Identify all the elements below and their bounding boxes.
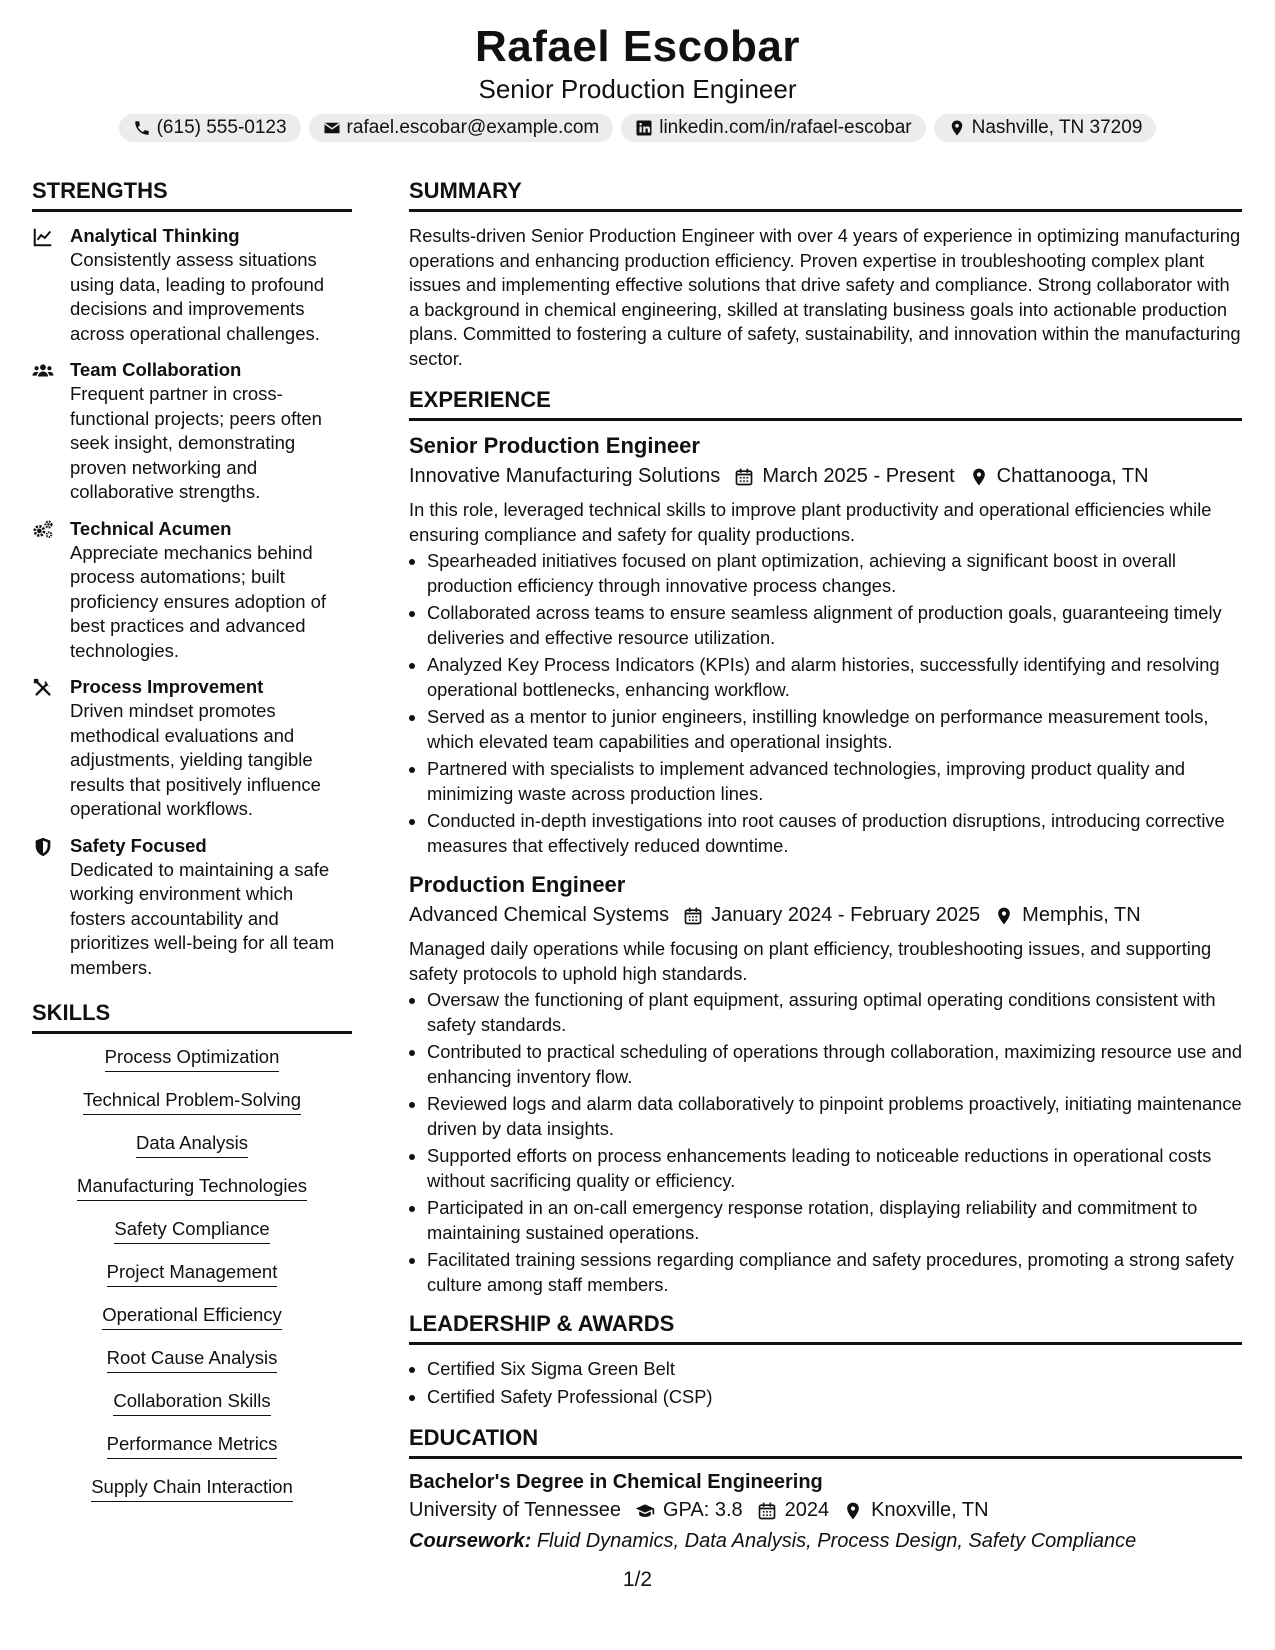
experience-heading: EXPERIENCE bbox=[409, 387, 1242, 421]
calendar-icon bbox=[683, 906, 703, 926]
strength-name: Technical Acumen bbox=[70, 517, 232, 539]
phone-text: (615) 555-0123 bbox=[156, 117, 287, 138]
job-bullet: • Served as a mentor to junior engineers, instilling knowledge on performance measurement tools, which elevated team capabilities and operational insights. bbox=[427, 705, 1242, 754]
job-entry bbox=[409, 433, 1242, 858]
email-chip[interactable] bbox=[309, 114, 614, 142]
strength-desc: Appreciate mechanics behind process automations; built proficiency ensures adoption of best practices and advanced technologies. bbox=[70, 541, 327, 661]
map-pin-icon bbox=[969, 467, 989, 487]
strength-item bbox=[32, 224, 352, 346]
candidate-name: Rafael Escobar bbox=[475, 22, 800, 71]
left-column bbox=[32, 178, 352, 1519]
job-bullet: • Reviewed logs and alarm data collaboratively to pinpoint problems proactively, initiating maintenance driven by data insights. bbox=[427, 1092, 1242, 1141]
phone-chip[interactable] bbox=[119, 114, 301, 142]
education-school: University of Tennessee bbox=[409, 1499, 621, 1521]
job-bullet: • Oversaw the functioning of plant equipment, assuring optimal operating conditions consistent with safety standards. bbox=[427, 988, 1242, 1037]
job-bullet: • Spearheaded initiatives focused on plant optimization, achieving a significant boost in overall production efficiency through innovative process changes. bbox=[427, 549, 1242, 598]
linkedin-icon bbox=[635, 119, 653, 137]
gears-icon bbox=[32, 519, 54, 541]
skill-item: Process Optimization bbox=[32, 1046, 352, 1072]
graduation-cap-icon bbox=[635, 1501, 655, 1521]
linkedin-text: linkedin.com/in/rafael-escobar bbox=[659, 117, 912, 138]
job-bullet: • Partnered with specialists to implement advanced technologies, improving product quality and minimizing waste across production lines. bbox=[427, 757, 1242, 806]
skills-list bbox=[32, 1046, 352, 1502]
envelope-icon bbox=[323, 119, 341, 137]
coursework bbox=[409, 1530, 1242, 1553]
skill-item: Supply Chain Interaction bbox=[32, 1476, 352, 1502]
education-heading: EDUCATION bbox=[409, 1425, 1242, 1459]
strength-name: Process Improvement bbox=[70, 676, 264, 697]
strength-desc: Frequent partner in cross-functional projects; peers often seek insight, demonstrating proven networking and collaborative strengths. bbox=[70, 383, 322, 502]
strength-item bbox=[32, 834, 352, 981]
strengths-heading: STRENGTHS bbox=[32, 178, 352, 212]
job-bullet: • Analyzed Key Process Indicators (KPIs) and alarm histories, successfully identifying and resolving operational bottlenecks, enhancing workflow. bbox=[427, 653, 1242, 702]
strength-item bbox=[32, 517, 352, 664]
page-number: 1/2 bbox=[622, 1568, 653, 1591]
skill-item: Manufacturing Technologies bbox=[32, 1175, 352, 1201]
education-year: 2024 bbox=[784, 1499, 830, 1521]
chart-line-icon bbox=[32, 226, 54, 248]
job-entry bbox=[409, 872, 1242, 1297]
job-company: Innovative Manufacturing Solutions bbox=[409, 465, 721, 487]
calendar-icon bbox=[757, 1501, 777, 1521]
map-pin-icon bbox=[948, 119, 966, 137]
awards-heading: LEADERSHIP & AWARDS bbox=[409, 1311, 1242, 1345]
skill-item: Root Cause Analysis bbox=[32, 1347, 352, 1373]
strength-item bbox=[32, 358, 352, 505]
summary-heading: SUMMARY bbox=[409, 178, 1242, 212]
job-company: Advanced Chemical Systems bbox=[409, 904, 670, 926]
skill-item: Operational Efficiency bbox=[32, 1304, 352, 1330]
job-bullet: • Conducted in-depth investigations into root causes of production disruptions, introducing corrective measures that effectively reduced downtime. bbox=[427, 809, 1242, 858]
map-pin-icon bbox=[843, 1501, 863, 1521]
job-bullets bbox=[409, 988, 1242, 1297]
job-meta bbox=[409, 465, 1242, 488]
job-meta bbox=[409, 904, 1242, 927]
skill-item: Collaboration Skills bbox=[32, 1390, 352, 1416]
strength-desc: Driven mindset promotes methodical evaluations and adjustments, yielding tangible results that positively influence operational workflows. bbox=[70, 700, 321, 819]
strength-desc: Consistently assess situations using data, leading to profound decisions and improvements across operational challenges. bbox=[70, 249, 325, 344]
award-item: • Certified Safety Professional (CSP) bbox=[427, 1385, 1242, 1410]
job-title: Senior Production Engineer bbox=[409, 433, 700, 458]
education-gpa: GPA: 3.8 bbox=[662, 1499, 743, 1521]
skill-item: Project Management bbox=[32, 1261, 352, 1287]
job-bullets bbox=[409, 549, 1242, 858]
strength-name: Team Collaboration bbox=[70, 359, 242, 380]
skill-item: Technical Problem-Solving bbox=[32, 1089, 352, 1115]
education-degree: Bachelor's Degree in Chemical Engineering bbox=[409, 1471, 823, 1493]
job-dates: January 2024 - February 2025 bbox=[711, 904, 981, 926]
skill-item: Performance Metrics bbox=[32, 1433, 352, 1459]
email-text: rafael.escobar@example.com bbox=[346, 117, 600, 138]
location-chip[interactable] bbox=[934, 114, 1157, 142]
coursework-text: Fluid Dynamics, Data Analysis, Process Design, Safety Compliance bbox=[536, 1530, 1137, 1552]
skill-item: Data Analysis bbox=[32, 1132, 352, 1158]
job-dates: March 2025 - Present bbox=[762, 465, 955, 487]
job-intro: In this role, leveraged technical skills to improve plant productivity and operational efficiencies while ensuring compliance and safety for quality productions. bbox=[409, 499, 1212, 545]
awards-list bbox=[409, 1357, 1242, 1409]
summary-text: Results-driven Senior Production Engineer with over 4 years of experience in optimizing manufacturing operations and enhancing production efficiency. Proven expertise in troubleshooting complex plant issues and implementing effective solutions that drive safety and compliance. Strong collaborator with a background in chemical engineering, skilled at translating business goals into actionable production plans. Committed to fostering a culture of safety, sustainability, and innovation within the manufacturing sector. bbox=[409, 225, 1241, 369]
skills-heading: SKILLS bbox=[32, 1000, 352, 1034]
job-bullet: • Supported efforts on process enhancements leading to noticeable reductions in operational costs without sacrificing quality or efficiency. bbox=[427, 1144, 1242, 1193]
skill-item: Safety Compliance bbox=[32, 1218, 352, 1244]
calendar-icon bbox=[734, 467, 754, 487]
coursework-label: Coursework: bbox=[409, 1530, 532, 1552]
shield-icon bbox=[32, 836, 54, 858]
job-bullet: • Contributed to practical scheduling of operations through collaboration, maximizing resource use and enhancing inventory flow. bbox=[427, 1040, 1242, 1089]
map-pin-icon bbox=[994, 906, 1014, 926]
award-item: • Certified Six Sigma Green Belt bbox=[427, 1357, 1242, 1382]
users-icon bbox=[32, 360, 54, 382]
job-bullet: • Participated in an on-call emergency response rotation, displaying reliability and commitment to maintaining sustained operations. bbox=[427, 1196, 1242, 1245]
strength-name: Safety Focused bbox=[70, 834, 207, 856]
strength-item bbox=[32, 675, 352, 822]
job-location: Memphis, TN bbox=[1022, 904, 1141, 926]
education-location: Knoxville, TN bbox=[871, 1499, 989, 1521]
strength-desc: Dedicated to maintaining a safe working environment which fosters accountability and prioritizes well-being for all team members. bbox=[70, 858, 335, 978]
strength-name: Analytical Thinking bbox=[70, 225, 240, 246]
phone-icon bbox=[133, 119, 151, 137]
education-meta bbox=[409, 1499, 1242, 1522]
tools-icon bbox=[32, 677, 54, 699]
linkedin-chip[interactable] bbox=[621, 114, 925, 142]
contact-bar bbox=[0, 114, 1275, 142]
job-location: Chattanooga, TN bbox=[996, 465, 1149, 487]
job-bullet: • Facilitated training sessions regarding compliance and safety procedures, promoting a strong safety culture among staff members. bbox=[427, 1248, 1242, 1297]
candidate-title: Senior Production Engineer bbox=[478, 74, 797, 104]
job-title: Production Engineer bbox=[409, 872, 626, 897]
job-bullet: • Collaborated across teams to ensure seamless alignment of production goals, guaranteeing timely deliveries and effective resource utilization. bbox=[427, 601, 1242, 650]
location-text: Nashville, TN 37209 bbox=[971, 117, 1143, 138]
right-column bbox=[409, 178, 1242, 1553]
job-intro: Managed daily operations while focusing on plant efficiency, troubleshooting issues, and supporting safety protocols to uphold high standards. bbox=[409, 938, 1212, 984]
